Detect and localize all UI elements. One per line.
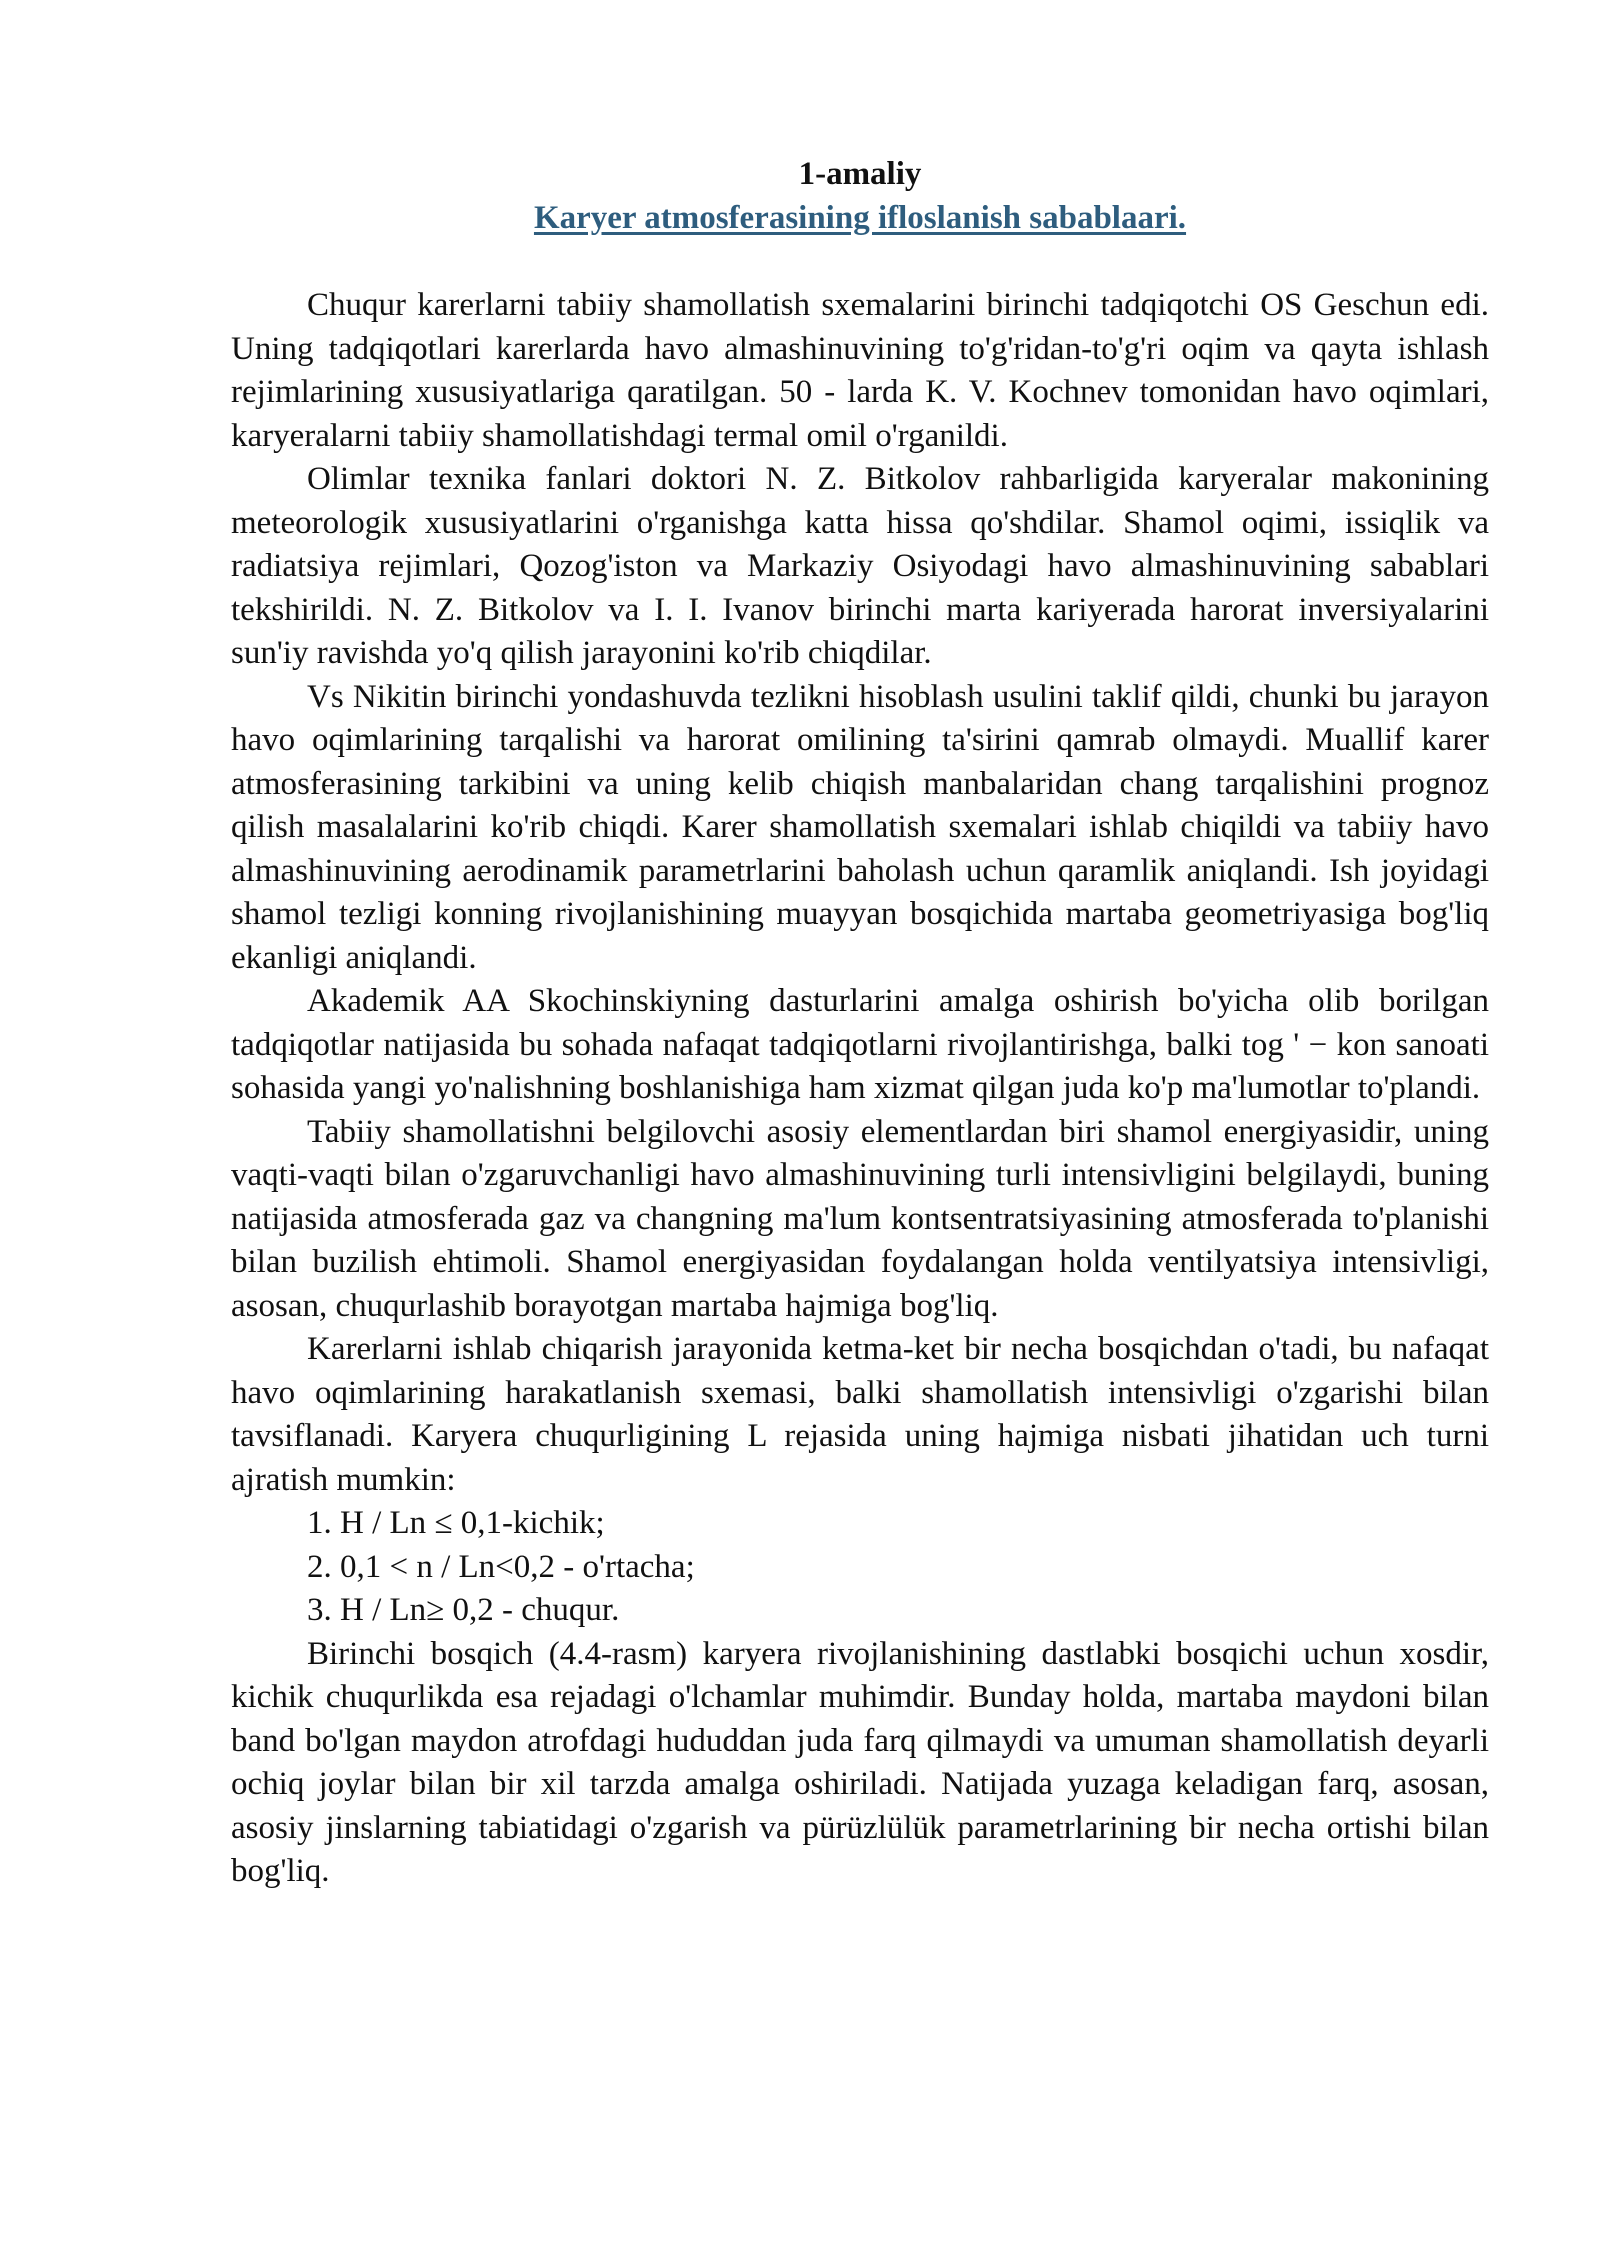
list-item: 3. H / Ln≥ 0,2 - chuqur.: [307, 1592, 620, 1628]
document-page: [231, 152, 1489, 1894]
paragraph: Vs Nikitin birinchi yondashuvda tezlikni hisoblash usulini taklif qildi, chunki bu jarayon havo oqimlarining tarqalishi va harorat omilining ta'sirini qamrab olmaydi. Muallif karer atmosferasining tarkibini va uning kelib chiqish manbalaridan chang tarqalishini prognoz qilish masalalarini ko'rib chiqdi. Karer shamollatish sxemalari ishlab chiqildi va tabiiy havo almashinuvining aerodinamik parametrlarini baholash uchun qaramlik aniqlandi. Ish joyidagi shamol tezligi konning rivojlanishining muayyan bosqichida martaba geometriyasiga bog'liq ekanligi aniqlandi.: [231, 678, 1489, 976]
list-item: 2. 0,1 < n / Ln<0,2 - o'rtacha;: [307, 1548, 695, 1585]
paragraph: Chuqur karerlarni tabiiy shamollatish sxemalarini birinchi tadqiqotchi OS Geschun edi. Uning tadqiqotlari karerlarda havo almashinuvining to'g'ridan-to'g'ri oqim va qayta ishlash rejimlarining xususiyatlariga qaratilgan. 50 - larda K. V. Kochnev tomonidan havo oqimlari, karyeralarni tabiiy shamollatishdagi termal omil o'rganildi.: [231, 287, 1489, 454]
document-body: [231, 284, 1489, 1894]
page-title: 1-amaliy: [798, 156, 922, 192]
closing-paragraph: Birinchi bosqich (4.4-rasm) karyera rivojlanishining dastlabki bosqichi uchun xosdir, kichik chuqurlikda esa rejadagi o'lchamlar muhimdir. Bunday holda, martaba maydoni bilan band bo'lgan maydon atrofdagi hududdan juda farq qilmaydi va umuman shamollatish deyarli ochiq joylar bilan bir xil tarzda amalga oshiriladi. Natijada yuzaga keladigan farq, asosan, asosiy jinslarning tabiatidagi o'zgarish va pürüzlülük parametrlarining bir necha ortishi bilan bog'liq.: [231, 1635, 1489, 1889]
page-subtitle: Karyer atmosferasining ifloslanish sabablaari.: [533, 200, 1187, 236]
list-item: 1. H / Ln ≤ 0,1-kichik;: [307, 1505, 605, 1541]
paragraph: Akademik AA Skochinskiyning dasturlarini amalga oshirish bo'yicha olib borilgan tadqiqotlar natijasida bu sohada nafaqat tadqiqotlarni rivojlantirishga, balki tog ' − kon sanoati sohasida yangi yo'nalishning boshlanishiga ham xizmat qilgan juda ko'p ma'lumotlar to'plandi.: [231, 983, 1489, 1106]
paragraph: Karerlarni ishlab chiqarish jarayonida ketma-ket bir necha bosqichdan o'tadi, bu nafaqat havo oqimlarining harakatlanish sxemasi, balki shamollatish intensivligi o'zgarishi bilan tavsiflanadi. Karyera chuqurligining L rejasida uning hajmiga nisbati jihatidan uch turni ajratish mumkin:: [231, 1331, 1489, 1498]
paragraph: Tabiiy shamollatishni belgilovchi asosiy elementlardan biri shamol energiyasidir, uning vaqti-vaqti bilan o'zgaruvchanligi havo almashinuvining turli intensivligini belgilaydi, buning natijasida atmosferada gaz va changning ma'lum kontsentratsiyasining atmosferada to'planishi bilan buzilish ehtimoli. Shamol energiyasidan foydalangan holda ventilyatsiya intensivligi, asosan, chuqurlashib borayotgan martaba hajmiga bog'liq.: [231, 1113, 1489, 1324]
paragraph: Olimlar texnika fanlari doktori N. Z. Bitkolov rahbarligida karyeralar makonining meteorologik xususiyatlarini o'rganishga katta hissa qo'shdilar. Shamol oqimi, issiqlik va radiatsiya rejimlari, Qozog'iston va Markaziy Osiyodagi havo almashinuvining sabablari tekshirildi. N. Z. Bitkolov va I. I. Ivanov birinchi marta kariyerada harorat inversiyalarini sun'iy ravishda yo'q qilish jarayonini ko'rib chiqdilar.: [231, 461, 1489, 671]
